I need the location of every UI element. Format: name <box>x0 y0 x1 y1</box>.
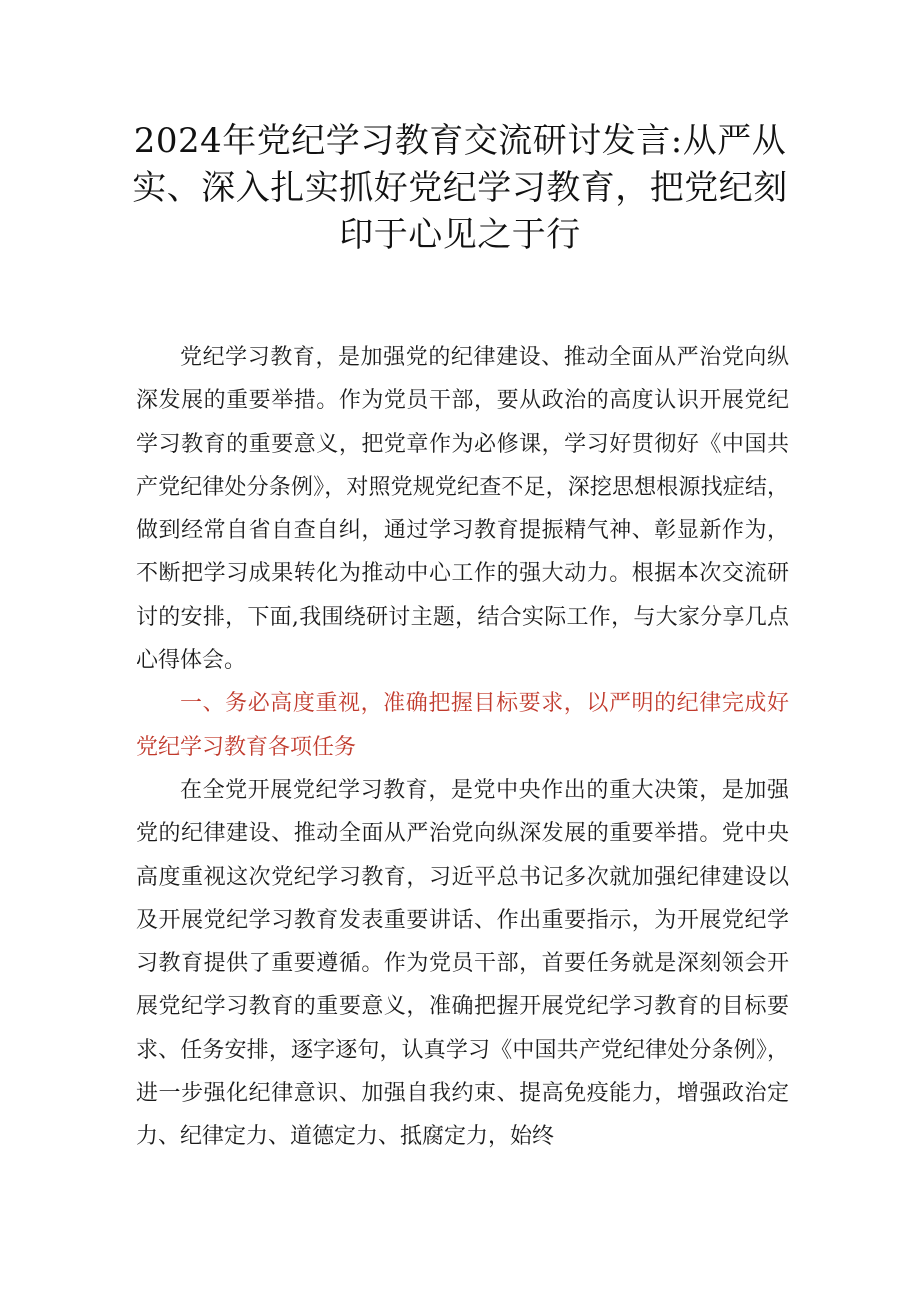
document-body <box>136 336 789 1159</box>
intro-paragraph: 党纪学习教育，是加强党的纪律建设、推动全面从严治党向纵深发展的重要举措。作为党员干部，要从政治的高度认识开展党纪学习教育的重要意义，把党章作为必修课，学习好贯彻好《中国共产党纪律处分条例》，对照党规党纪查不足，深挖思想根源找症结，做到经常自省自查自纠，通过学习教育提振精气神、彰显新作为，不断把学习成果转化为推动中心工作的强大动力。根据本次交流研讨的安排，下面,我围绕研讨主题，结合实际工作，与大家分享几点心得体会。 <box>136 345 789 674</box>
section-heading: 一、务必高度重视，准确把握目标要求，以严明的纪律完成好党纪学习教育各项任务 <box>136 691 789 760</box>
section-paragraph: 在全党开展党纪学习教育，是党中央作出的重大决策，是加强党的纪律建设、推动全面从严治党向纵深发展的重要举措。党中央高度重视这次党纪学习教育，习近平总书记多次就加强纪律建设以及开展党纪学习教育发表重要讲话、作出重要指示，为开展党纪学习教育提供了重要遵循。作为党员干部，首要任务就是深刻领会开展党纪学习教育的重要意义，准确把握开展党纪学习教育的目标要求、任务安排，逐字逐句，认真学习《中国共产党纪律处分条例》，进一步强化纪律意识、加强自我约束、提高免疫能力，增强政治定力、纪律定力、道德定力、抵腐定力，始终 <box>136 777 789 1150</box>
document-title: 2024年党纪学习教育交流研讨发言:从严从实、深入扎实抓好党纪学习教育，把党纪刻印于心见之于行 <box>132 121 788 255</box>
